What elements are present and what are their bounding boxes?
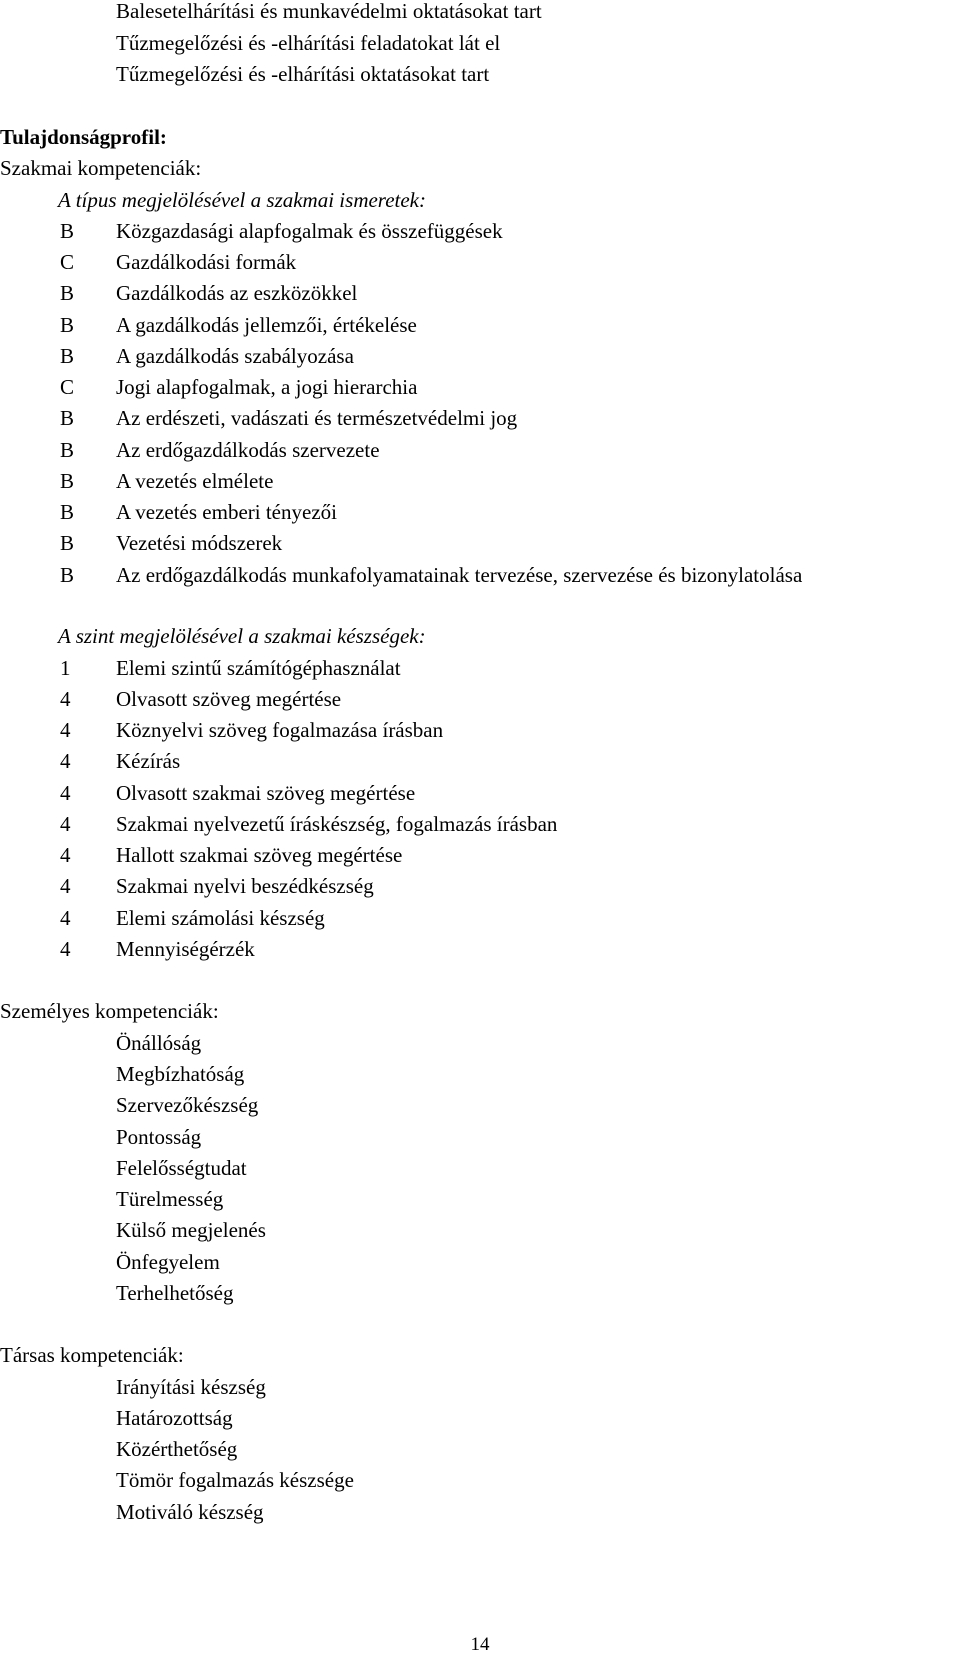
skills-title: A szint megjelölésével a szakmai készségek: xyxy=(58,624,426,648)
list-item: B Vezetési módszerek xyxy=(60,531,283,555)
intro-line: Balesetelhárítási és munkavédelmi oktatásokat tart xyxy=(116,0,542,23)
list-item: B A vezetés elmélete xyxy=(60,469,274,493)
list-item: 4 Szakmai nyelvezetű íráskészség, fogalmazás írásban xyxy=(60,812,558,836)
list-item: B Közgazdasági alapfogalmak és összefüggések xyxy=(60,219,503,243)
page-number: 14 xyxy=(470,1634,490,1655)
list-item: C Gazdálkodási formák xyxy=(60,250,297,274)
personal-title: Személyes kompetenciák: xyxy=(0,999,219,1023)
list-item: Motiváló készség xyxy=(116,1500,264,1524)
list-item: Irányítási készség xyxy=(116,1375,266,1399)
list-item: Terhelhetőség xyxy=(116,1281,234,1305)
list-item: 4 Olvasott szöveg megértése xyxy=(60,687,342,711)
list-item: 4 Hallott szakmai szöveg megértése xyxy=(60,843,403,867)
list-item: B Az erdőgazdálkodás munkafolyamatainak tervezése, szervezése és bizonylatolása xyxy=(60,563,803,587)
list-item: Pontosság xyxy=(116,1125,202,1149)
list-item: Önfegyelem xyxy=(116,1250,220,1274)
intro-line: Tűzmegelőzési és -elhárítási feladatokat lát el xyxy=(116,31,501,55)
list-item: Türelmesség xyxy=(116,1187,224,1211)
list-item: B A gazdálkodás szabályozása xyxy=(60,344,354,368)
list-item: 4 Szakmai nyelvi beszédkészség xyxy=(60,874,374,898)
list-item: B Az erdészeti, vadászati és természetvédelmi jog xyxy=(60,406,518,430)
list-item: Megbízhatóság xyxy=(116,1062,245,1086)
list-item: 4 Olvasott szakmai szöveg megértése xyxy=(60,781,416,805)
list-item: Önállóság xyxy=(116,1031,202,1055)
list-item: 4 Köznyelvi szöveg fogalmazása írásban xyxy=(60,718,444,742)
list-item: Határozottság xyxy=(116,1406,233,1430)
list-item: B A vezetés emberi tényezői xyxy=(60,500,337,524)
list-item: B A gazdálkodás jellemzői, értékelése xyxy=(60,313,417,337)
list-item: 4 Elemi számolási készség xyxy=(60,906,325,930)
knowledge-title: A típus megjelölésével a szakmai ismeretek: xyxy=(58,188,426,212)
list-item: Közérthetőség xyxy=(116,1437,238,1461)
list-item: B Gazdálkodás az eszközökkel xyxy=(60,281,358,305)
list-item: 4 Kézírás xyxy=(60,749,181,773)
professional-title: Szakmai kompetenciák: xyxy=(0,156,202,180)
list-item: 1 Elemi szintű számítógéphasználat xyxy=(60,656,401,680)
list-item: Felelősségtudat xyxy=(116,1156,247,1180)
list-item: Tömör fogalmazás készsége xyxy=(116,1468,354,1492)
list-item: 4 Mennyiségérzék xyxy=(60,937,255,961)
list-item: Szervezőkészség xyxy=(116,1093,259,1117)
list-item: C Jogi alapfogalmak, a jogi hierarchia xyxy=(60,375,418,399)
intro-line: Tűzmegelőzési és -elhárítási oktatásokat tart xyxy=(116,62,490,86)
list-item: Külső megjelenés xyxy=(116,1218,266,1242)
profile-title: Tulajdonságprofil: xyxy=(0,125,167,149)
social-title: Társas kompetenciák: xyxy=(0,1343,184,1367)
list-item: B Az erdőgazdálkodás szervezete xyxy=(60,438,380,462)
